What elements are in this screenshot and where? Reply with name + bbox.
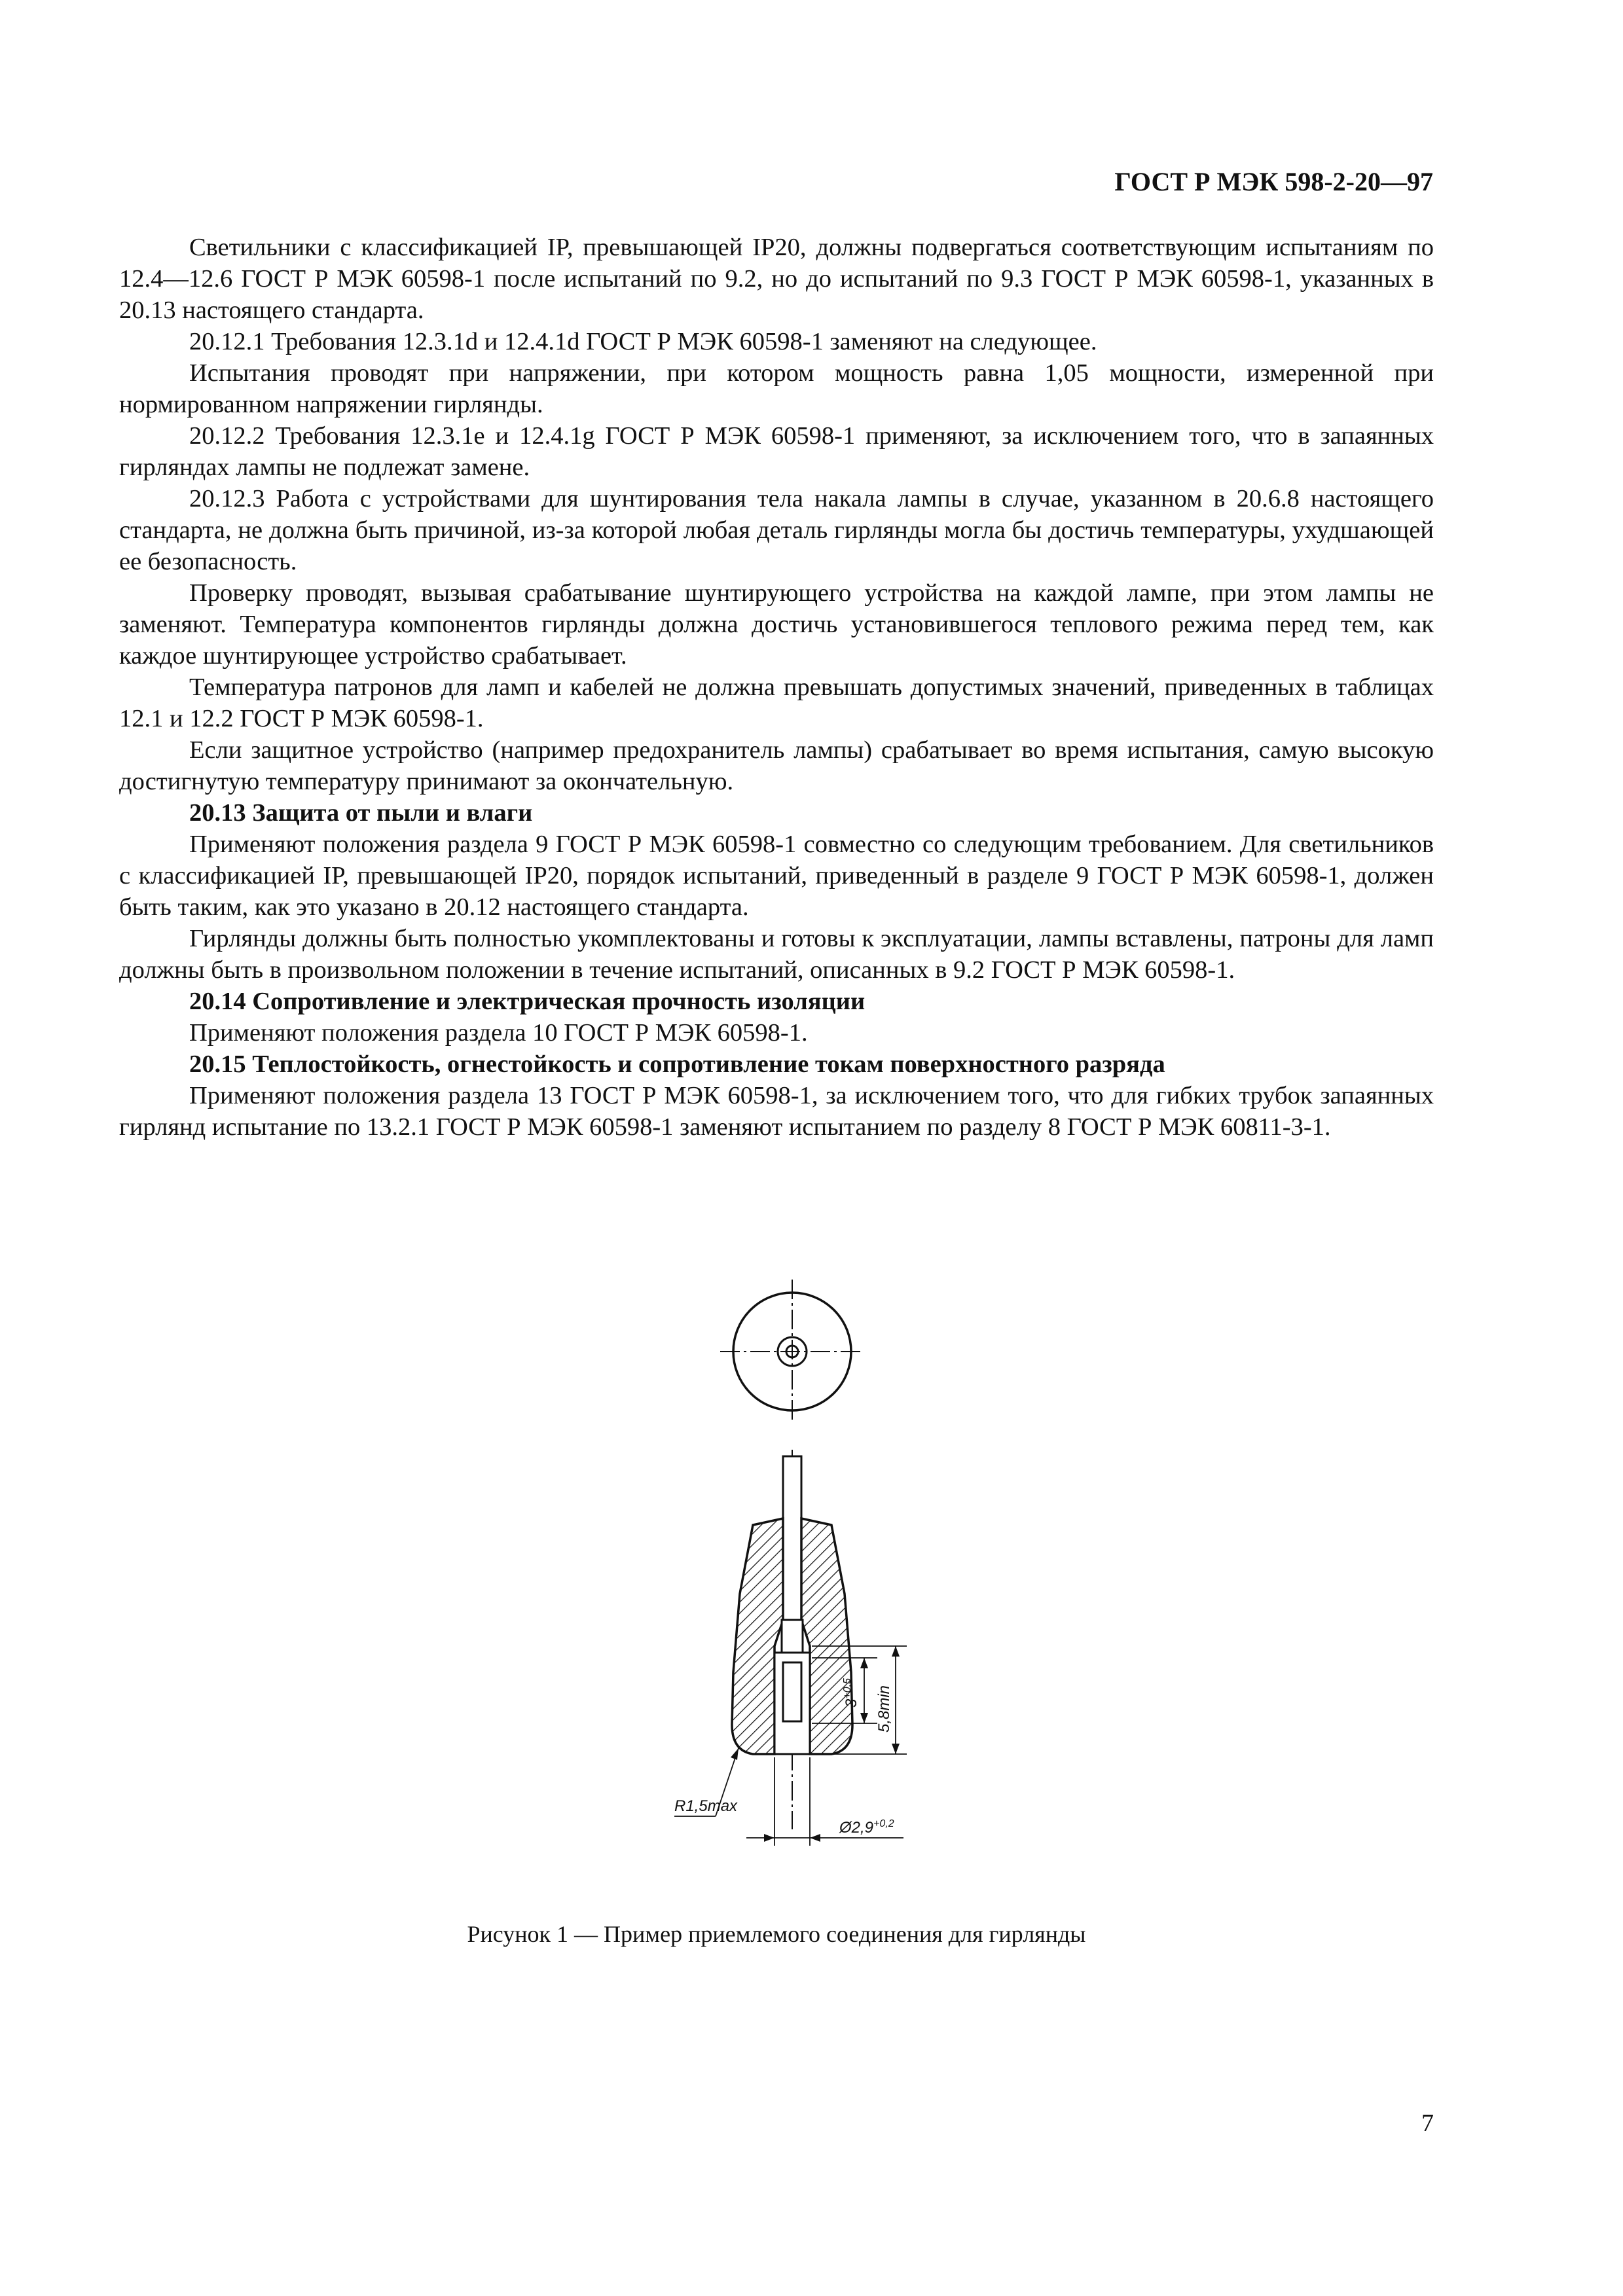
paragraph: Если защитное устройство (например предохранитель лампы) срабатывает во время испытания, самую высокую достигнутую температуру принимают за окончательную. (119, 736, 1434, 795)
dim-diameter-label: $Ø2,9^{+0,2}$ (839, 1818, 894, 1837)
page-number: 7 (1421, 2109, 1434, 2137)
section-view (674, 1450, 907, 1846)
dim-radius-label: R1,5max (674, 1797, 738, 1815)
section-heading: 20.14 Сопротивление и электрическая прочность изоляции (189, 988, 866, 1015)
paragraph: 20.12.3 Работа с устройствами для шунтирования тела накала лампы в случае, указанном в 20.6.8 настоящего стандарта, не должна быть причиной, из-за которой любая деталь гирлянды могла бы достичь температуры, ухудшающей ее безопасность. (119, 485, 1434, 575)
dim-diameter-arrow-right (810, 1834, 820, 1842)
standard-code-header: ГОСТ Р МЭК 598-2-20—97 (1114, 167, 1433, 196)
paragraph: Испытания проводят при напряжении, при котором мощность равна 1,05 мощности, измеренной при нормированном напряжении гирлянды. (119, 359, 1434, 418)
section-heading: 20.15 Теплостойкость, огнестойкость и сопротивление токам поверхностного разряда (189, 1050, 1165, 1078)
figure-caption: Рисунок 1 — Пример приемлемого соединения для гирлянды (467, 1921, 1086, 1947)
paragraph: Применяют положения раздела 10 ГОСТ Р МЭК 60598-1. (189, 1019, 808, 1047)
figure-1 (655, 1253, 982, 1895)
paragraph: Светильники с классификацией IP, превышающей IP20, должны подвергаться соответствующим испытаниям по 12.4—12.6 ГОСТ Р МЭК 60598-1 после испытаний по 9.2, но до испытаний по 9.3 ГОСТ Р МЭК 60598-1, указанных в 20.13 настоящего стандарта. (119, 234, 1434, 324)
dim-depth-label: $3^{+0,5}$ (842, 1678, 860, 1708)
body-text (119, 232, 1434, 1143)
paragraph: 20.12.1 Требования 12.3.1d и 12.4.1d ГОСТ Р МЭК 60598-1 заменяют на следующее. (189, 328, 1097, 355)
connector-drawing (655, 1253, 982, 1895)
paragraph: Применяют положения раздела 9 ГОСТ Р МЭК 60598-1 совместно со следующим требованием. Для светильников с классификацией IP, превышающей IP20, порядок испытаний, приведенный в разделе 9 ГОСТ Р МЭК 60598-1, должен быть таким, как это указано в 20.12 настоящего стандарта. (119, 831, 1434, 921)
end-view (720, 1280, 864, 1424)
paragraph: 20.12.2 Требования 12.3.1e и 12.4.1g ГОСТ Р МЭК 60598-1 применяют, за исключением того, что в запаянных гирляндах лампы не подлежат замене. (119, 422, 1434, 481)
paragraph: Проверку проводят, вызывая срабатывание шунтирующего устройства на каждой лампе, при этом лампы не заменяют. Температура компонентов гирлянды должна достичь установившегося теплового режима перед тем, как каждое шунтирующее устройство срабатывает. (119, 579, 1434, 670)
socket-insert (783, 1662, 801, 1721)
dim-radius-arrow (731, 1748, 739, 1760)
dim-depth-arrow-top (860, 1658, 868, 1668)
socket-upper (782, 1620, 803, 1653)
dim-diameter-arrow-left (764, 1834, 775, 1842)
dim-depth-arrow-bottom (860, 1713, 868, 1723)
dim-length-arrow-bottom (892, 1744, 900, 1754)
dim-length-label: 5,8min (875, 1685, 893, 1732)
paragraph: Гирлянды должны быть полностью укомплектованы и готовы к эксплуатации, лампы вставлены, патроны для ламп должны быть в произвольном положении в течение испытаний, описанных в 9.2 ГОСТ Р МЭК 60598-1. (119, 925, 1434, 984)
section-heading: 20.13 Защита от пыли и влаги (189, 799, 533, 827)
paragraph: Применяют положения раздела 13 ГОСТ Р МЭК 60598-1, за исключением того, что для гибких трубок запаянных гирлянд испытание по 13.2.1 ГОСТ Р МЭК 60598-1 заменяют испытанием по разделу 8 ГОСТ Р МЭК 60811-3-1. (119, 1082, 1434, 1141)
dim-length-arrow-top (892, 1646, 900, 1657)
paragraph: Температура патронов для ламп и кабелей не должна превышать допустимых значений, приведенных в таблицах 12.1 и 12.2 ГОСТ Р МЭК 60598-1. (119, 673, 1434, 732)
